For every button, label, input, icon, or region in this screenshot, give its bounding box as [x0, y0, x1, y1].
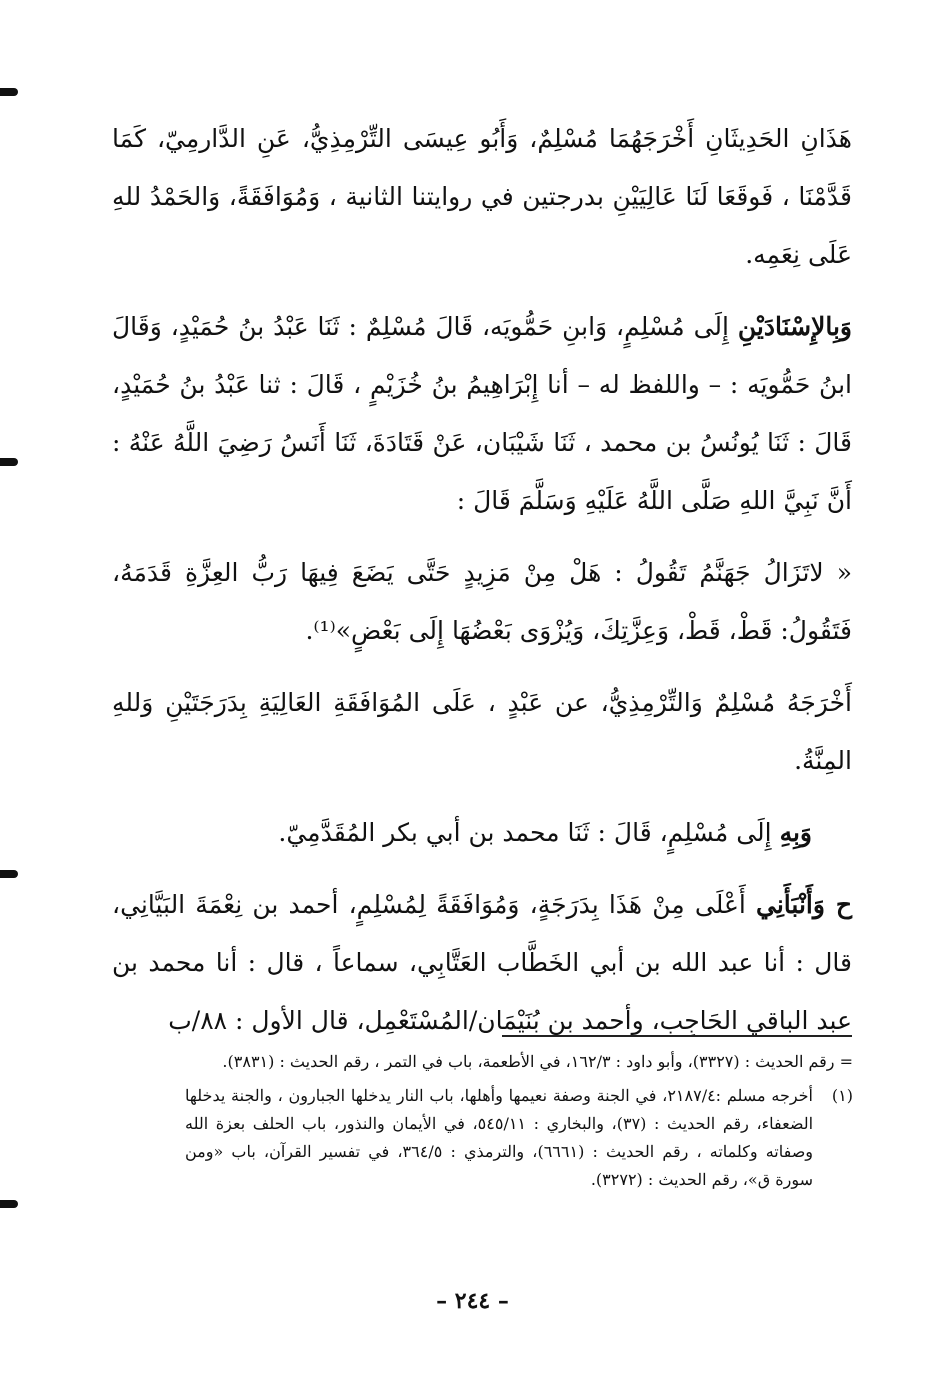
- footnote-continuation: [185, 1048, 853, 1076]
- margin-mark: [0, 88, 18, 96]
- paragraph-text: إِلَى مُسْلِمٍ، قَالَ : ثَنَا محمد بن أبي بكر المُقَدَّمِيّ.: [278, 818, 780, 847]
- paragraph-lead: وَبِهِ: [779, 818, 812, 847]
- footnote-number: (١): [831, 1086, 853, 1105]
- paragraph-6: [112, 876, 852, 1050]
- margin-mark: [0, 870, 18, 878]
- margin-mark: [0, 1200, 18, 1208]
- paragraph-2: [112, 298, 852, 530]
- footnote-text: أخرجه مسلم :٢١٨٧/٤، في الجنة وصفة نعيمها وأهلها، باب النار يدخلها الجبارون ، والجنة يدخلها الضعفاء، رقم الحديث : (٣٧)، والبخاري : ٥٤٥/١١، في الأيمان والنذور، باب الحلف بعزة الله وصفاته وكلماته ، رقم الحديث : (٦٦٦١)، والترمذي : ٣٦٤/٥، في تفسير القرآن، باب «ومن سورة ق»، رقم الحديث : (٣٢٧٢).: [185, 1086, 814, 1189]
- paragraph-1: [112, 110, 852, 284]
- paragraph-3: [112, 544, 852, 660]
- paragraph-text: أَخْرَجَهُ مُسْلِمٌ وَالتِّرْمِذِيُّ، عن عَبْدٍ ، عَلَى المُوَافَقَةِ العَالِيَةِ بِدَرَجَتَيْنِ وَللهِ المِنَّةُ.: [112, 688, 852, 775]
- page-number: – ٢٤٤ –: [436, 1288, 509, 1314]
- footnote-1: [185, 1082, 853, 1194]
- footnotes: [185, 1048, 853, 1200]
- footnote-divider: [502, 1035, 852, 1037]
- paragraph-5: [112, 804, 852, 862]
- paragraph-text: أَعْلَى مِنْ هَذَا بِدَرَجَةٍ، وَمُوَافَقَةً لِمُسْلِمٍ، أحمد بن نِعْمَةَ البَيَّانِي، قال : أنا عبد الله بن أبي الخَطَّاب العَتَّابِي، سماعاً ، قال : أنا محمد بن عبد الباقي الحَاجِب، وأحمد بن بُنَيْمَان/المُسْتَعْمِل، قال الأول : ٨٨/ب: [112, 890, 852, 1035]
- margin-mark: [0, 458, 18, 466]
- paragraph-lead: ح وَأَنْبَأَنِي: [756, 890, 852, 919]
- paragraph-text: هَذَانِ الحَدِيثَانِ أَخْرَجَهُمَا مُسْلِمٌ، وَأَبُو عِيسَى التِّرْمِذِيُّ، عَنِ الدَّارمِيّ، كَمَا قَدَّمْنَا ، فَوقَعَا لَنَا عَالِيَيْنِ بدرجتين في روايتنا الثانية ، وَمُوَافَقَةً، وَالحَمْدُ للهِ عَلَى نِعَمِه.: [112, 124, 852, 269]
- main-text: [112, 110, 852, 1064]
- paragraph-lead: وَبِالإِسْنَادَيْنِ: [737, 312, 852, 341]
- paragraph-4: [112, 674, 852, 790]
- paragraph-text: « لاتَزَالُ جَهَنَّمُ تَقُولُ : هَلْ مِنْ مَزِيدٍ حَتَّى يَضَعَ فِيهَا رَبُّ العِزَّةِ قَدَمَهُ، فَتَقُولُ: قَطْ، قَطْ، وَعِزَّتِكَ، وَيُزْوَى بَعْضُهَا إِلَى بَعْضٍ»⁽¹⁾.: [112, 558, 852, 645]
- paragraph-text: إِلَى مُسْلِمٍ، وَابنِ حَمُّويَه، قَالَ مُسْلِمٌ : ثَنَا عَبْدُ بنُ حُمَيْدٍ، وَقَالَ ابنُ حَمُّويَه : – واللفظ له – أنا إِبْرَاهِيمُ بنُ خُزَيْمٍ ، قَالَ : ثنا عَبْدُ بنُ حُمَيْدٍ، قَالَ : ثَنَا يُونُسُ بن محمد ، ثَنَا شَيْبَان، عَنْ قَتَادَةَ، ثَنَا أَنَسُ رَضِيَ اللَّهُ عَنْهُ : أَنَّ نَبِيَّ اللهِ صَلَّى اللَّهُ عَلَيْهِ وَسَلَّمَ قَالَ :: [112, 312, 852, 515]
- footnote-text: = رقم الحديث : (٣٣٢٧)، وأبو داود : ١٦٢/٣، في الأطعمة، باب في التمر ، رقم الحديث : (٣٨٣١).: [222, 1052, 853, 1071]
